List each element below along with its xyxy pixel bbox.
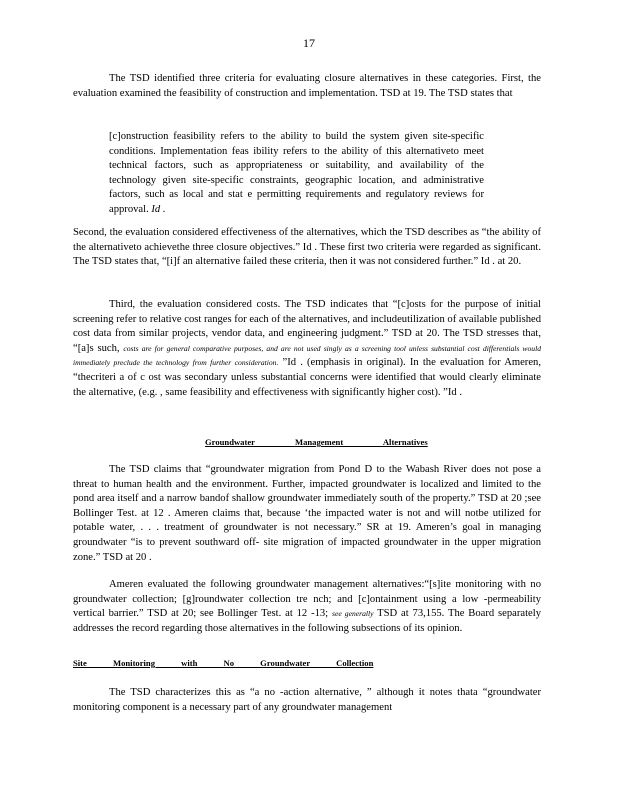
section-heading-groundwater-management: Groundwater Management Alternatives bbox=[205, 437, 428, 447]
paragraph-no-action: The TSD characterizes this as “a no -action alternative, ” although it notes thata “groundwater monitoring component is a necessary part of any groundwater management bbox=[73, 687, 541, 713]
alternatives-text-b: TSD at 73,155. The Board separately addresses the record regarding those alternatives in the following subsections of its opinion. bbox=[73, 608, 541, 634]
costs-emphasis-text: costs are for general comparative purposes, and are not used singly as a screening tool unless substantial cost differentials would immediately preclude the technology from further consideration. bbox=[73, 343, 541, 368]
section-heading-site-monitoring: Site Monitoring with No Groundwater Collection bbox=[73, 658, 374, 668]
paragraph-costs bbox=[73, 298, 541, 400]
page-number: 17 bbox=[303, 36, 315, 50]
quote-citation: Id . bbox=[151, 203, 166, 215]
paragraph-closure-criteria: The TSD identified three criteria for evaluating closure alternatives in these categories. First, the evaluation examined the feasibility of construction and implementation. TSD at 19. The TSD states that bbox=[73, 73, 541, 99]
paragraph-effectiveness: Second, the evaluation considered effectiveness of the alternatives, which the TSD describes as “the ability of the alternativeto achievethe three closure objectives.” Id . These first two criteria were regarded as significant. The TSD states that, “[i]f an alternative failed these criteria, then it was not considered further.” Id . at 20. bbox=[73, 227, 541, 268]
costs-text-b: ”Id . (emphasis in original). In the evaluation for Ameren, “thecriteri a of c ost was secondary unless substantial concerns were identified that would clearly eliminate the alternative, (e.g. , same feasibility and effectiveness with significantly higher cost). ”Id . bbox=[73, 357, 541, 398]
quote-text: [c]onstruction feasibility refers to the ability to build the system given site-specific conditions. Implementation feas ibility refers to the ability of this alternativeto meet technical factors, such as appropriateness or suitability, and availability of the technology given site-specific constraints, geographic location, and administrative factors, such as local and stat e permitting requirements and regulatory reviews for approval. bbox=[109, 131, 484, 215]
see-generally-text: see generally bbox=[332, 609, 374, 619]
block-quote-feasibility bbox=[109, 130, 484, 218]
paragraph-alternatives bbox=[73, 578, 541, 636]
costs-text-a: Third, the evaluation considered costs. The TSD indicates that “[c]osts for the purpose of initial screening refer to relative cost ranges for each of the alternatives, and includeutilization of available published cost data from similar projects, vendor data, and engineering judgment.” TSD at 20. The TSD stresses that, “[a]s such, bbox=[73, 299, 541, 354]
alternatives-text-a: Ameren evaluated the following groundwater management alternatives:“[s]ite monitoring with no groundwater collection; [g]roundwater collection tre nch; and [c]ontainment using a low -permeability vertical barrier.” TSD at 20; see Bollinger Test. at 12 -13; bbox=[73, 579, 541, 620]
paragraph-groundwater-claims: The TSD claims that “groundwater migration from Pond D to the Wabash River does not pose a threat to human health and the environment. Further, impacted groundwater is localized and limited to the pond area itself and a narrow bandof shallow groundwater immediately south of the property.” TSD at 20 ;see Bollinger Test. at 12 . Ameren claims that, because ‘the impacted water is not and will notbe utilized for potable water, . . . treatment of groundwater is not necessary.” SR at 19. Ameren’s goal in managing groundwater “is to prevent southward off- site migration of impacted groundwater in the upper migration zone.” TSD at 20 . bbox=[73, 464, 541, 563]
